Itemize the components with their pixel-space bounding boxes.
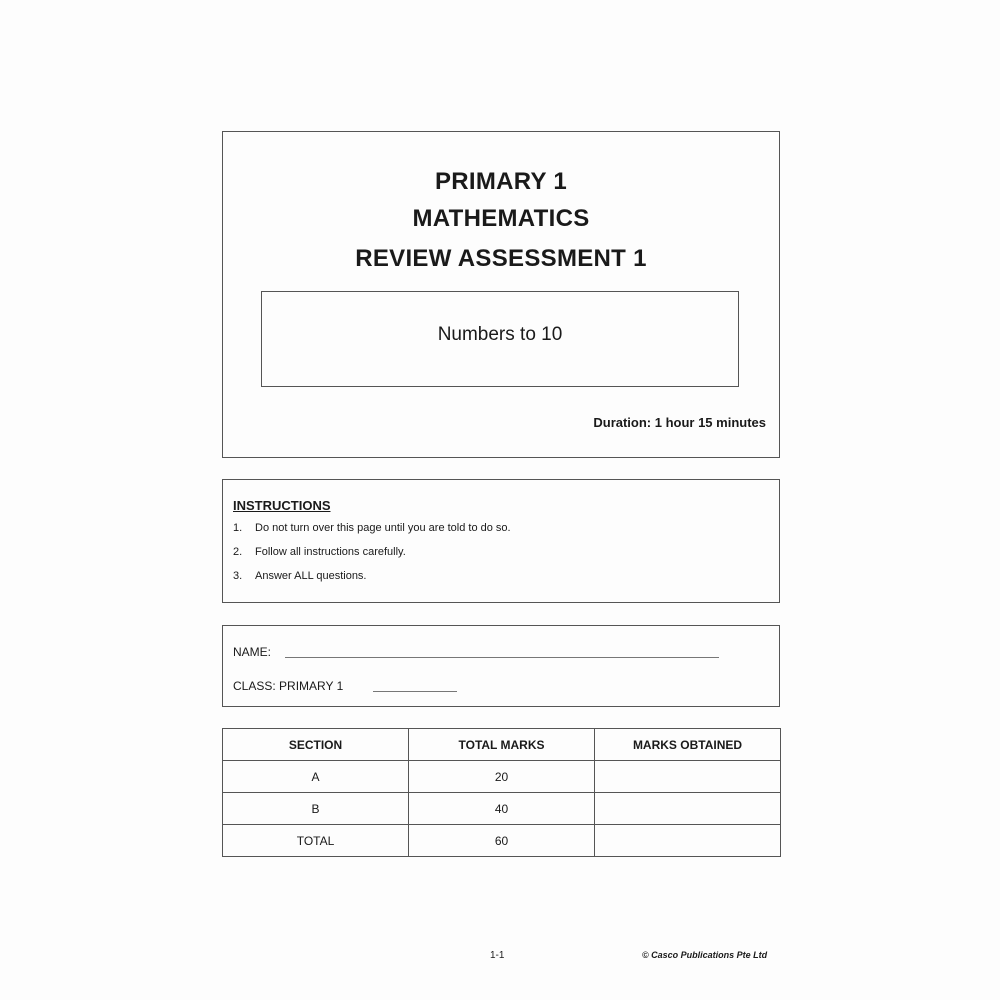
title-box — [222, 131, 780, 458]
table-row — [223, 825, 781, 857]
instructions-box — [222, 479, 780, 603]
duration-text: Duration: 1 hour 15 minutes — [593, 415, 766, 430]
instruction-item — [233, 546, 511, 570]
name-label: NAME: — [233, 645, 272, 659]
marks-obtained-cell[interactable] — [595, 793, 781, 825]
section-cell: TOTAL — [223, 825, 409, 857]
title-subject: MATHEMATICS — [412, 205, 590, 232]
topic-box — [261, 291, 739, 387]
instruction-number: 3. — [233, 570, 243, 582]
topic-text: Numbers to 10 — [437, 324, 563, 345]
instruction-item — [233, 570, 511, 594]
instruction-number: 1. — [233, 522, 243, 534]
instruction-number: 2. — [233, 546, 243, 558]
section-cell: A — [223, 761, 409, 793]
instructions-list — [233, 522, 511, 594]
table-header-row — [223, 729, 781, 761]
marks-obtained-cell[interactable] — [595, 761, 781, 793]
section-cell: B — [223, 793, 409, 825]
instruction-text: Follow all instructions carefully. — [255, 546, 406, 558]
title-level: PRIMARY 1 — [434, 168, 568, 195]
marks-table — [222, 728, 781, 857]
class-label: CLASS: PRIMARY 1 — [233, 679, 344, 693]
column-header-total-marks: TOTAL MARKS — [409, 729, 595, 761]
instruction-text: Do not turn over this page until you are told to do so. — [255, 522, 511, 534]
instructions-heading: INSTRUCTIONS — [233, 498, 331, 513]
instruction-text: Answer ALL questions. — [255, 570, 367, 582]
total-marks-cell: 40 — [409, 793, 595, 825]
page-number: 1-1 — [490, 950, 505, 961]
table-row — [223, 793, 781, 825]
marks-obtained-cell[interactable] — [595, 825, 781, 857]
table-row — [223, 761, 781, 793]
copyright-notice: © Casco Publications Pte Ltd — [642, 950, 768, 960]
column-header-section: SECTION — [223, 729, 409, 761]
name-field[interactable] — [285, 657, 719, 658]
class-field[interactable] — [373, 691, 457, 692]
instruction-item — [233, 522, 511, 546]
column-header-marks-obtained: MARKS OBTAINED — [595, 729, 781, 761]
student-info-box — [222, 625, 780, 707]
title-assessment: REVIEW ASSESSMENT 1 — [355, 245, 647, 272]
total-marks-cell: 60 — [409, 825, 595, 857]
total-marks-cell: 20 — [409, 761, 595, 793]
